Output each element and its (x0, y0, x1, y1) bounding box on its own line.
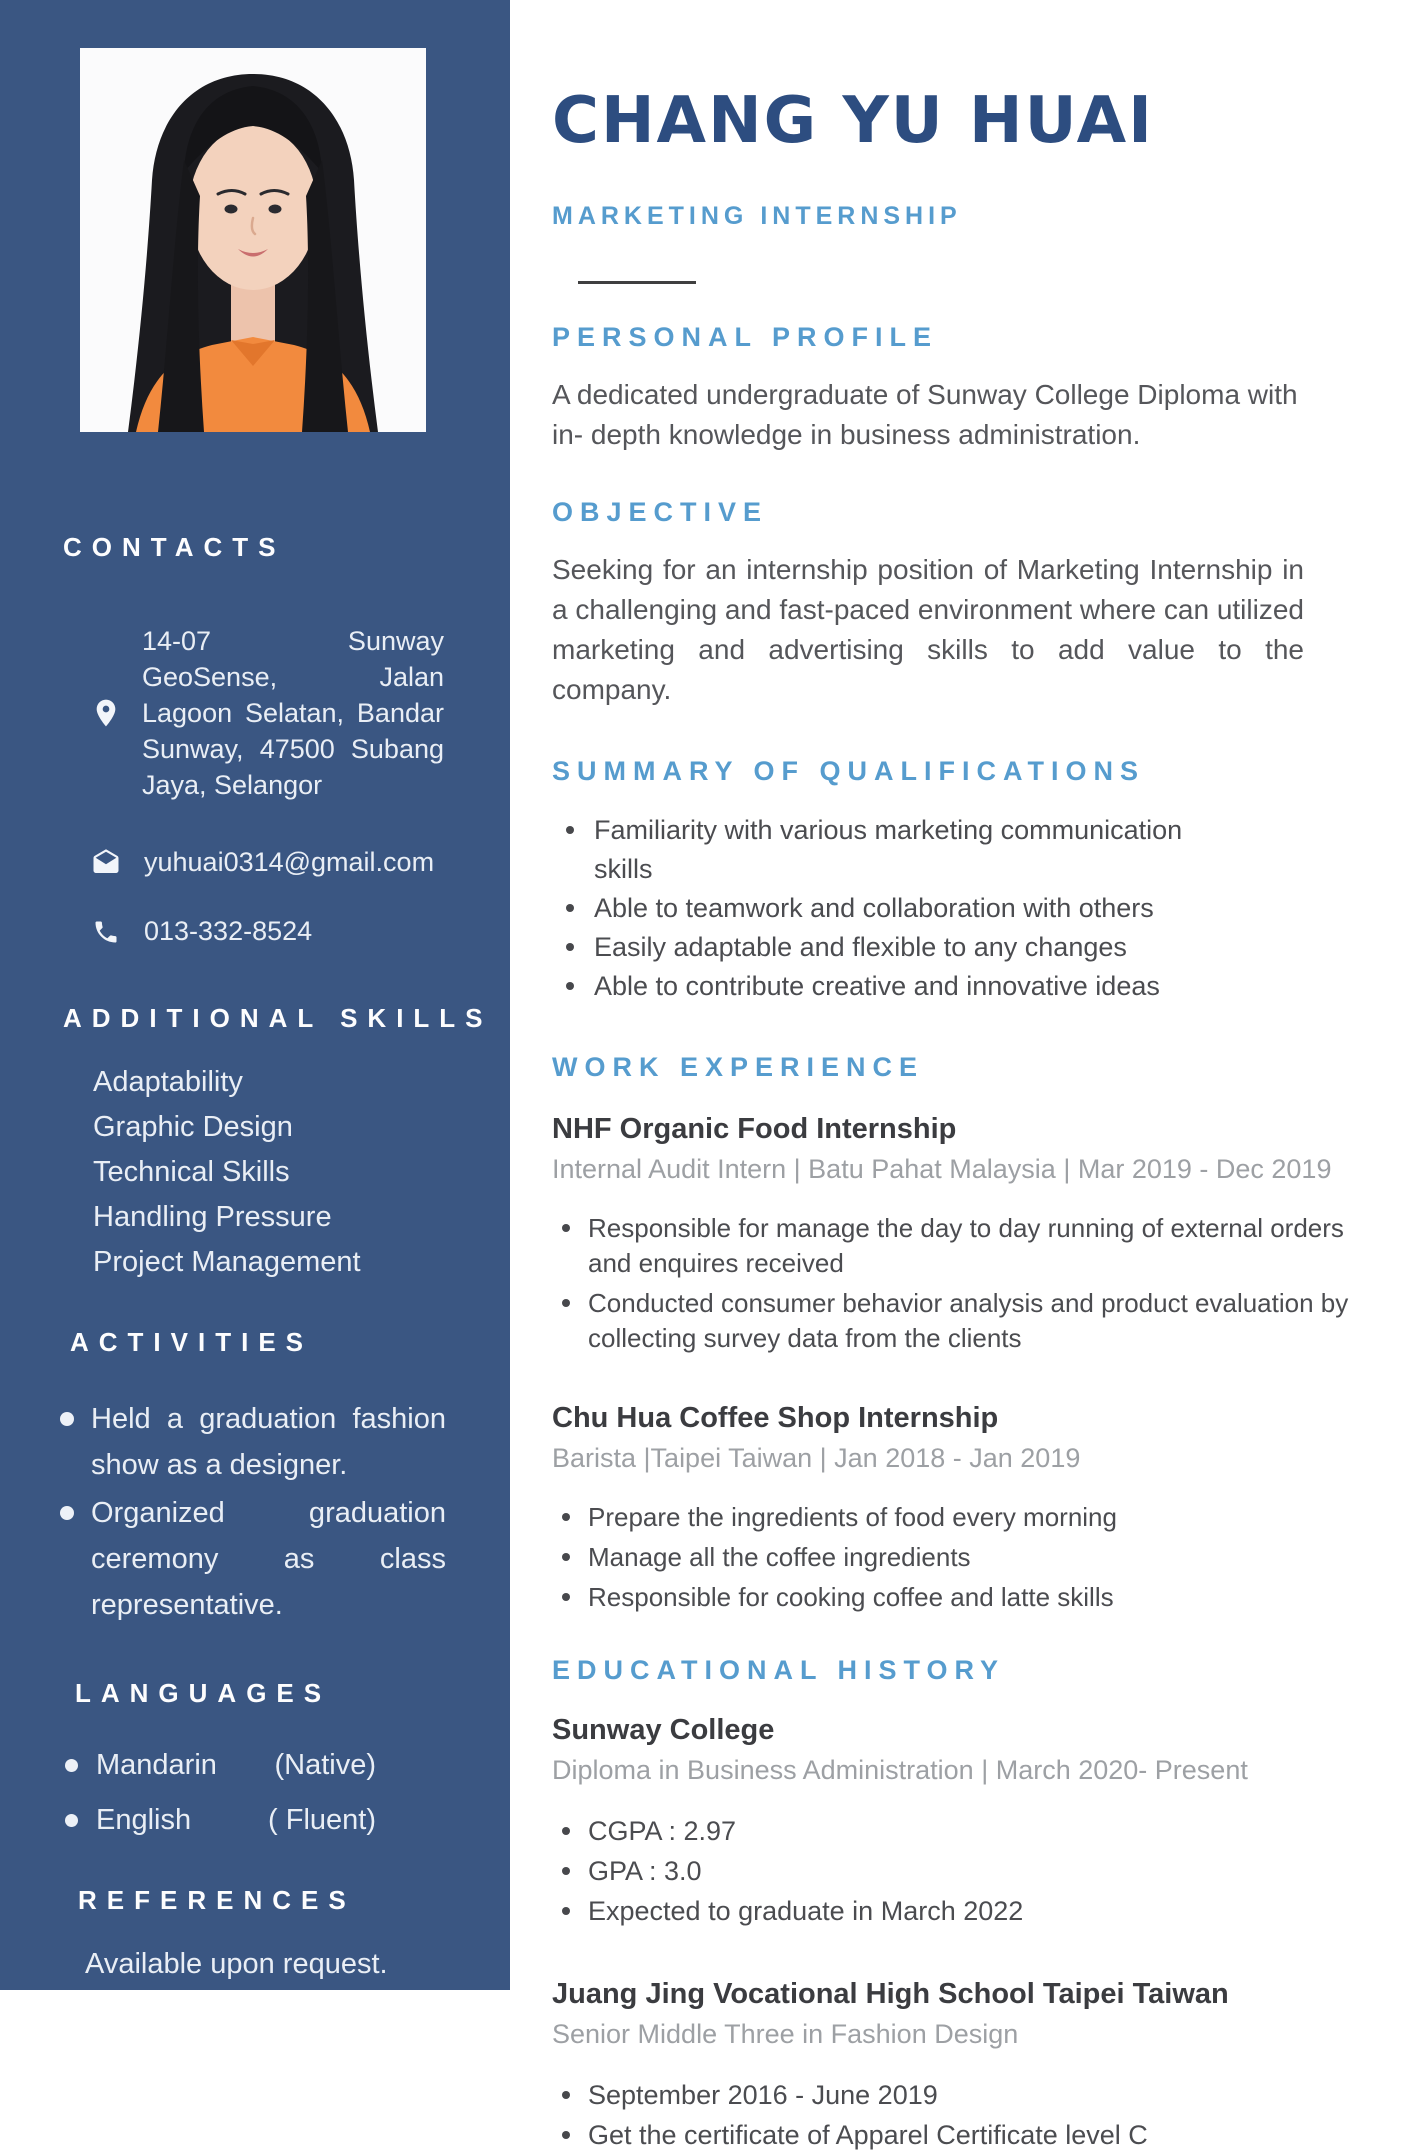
location-pin-icon (88, 693, 124, 733)
skill-item: Graphic Design (93, 1111, 293, 1143)
languages-section (0, 1678, 510, 1837)
references-heading: REFERENCES (78, 1885, 356, 1915)
qualification-item: Easily adaptable and flexible to any changes (564, 928, 1224, 967)
job (552, 1113, 1414, 1356)
school-meta: Diploma in Business Administration | March 2020- Present (552, 1755, 1248, 1785)
sidebar (0, 0, 510, 1990)
additional-skills-heading: ADDITIONAL SKILLS (63, 1003, 493, 1033)
references-note: Available upon request. (85, 1948, 388, 1980)
activities-section (0, 1327, 510, 1628)
objective-heading: OBJECTIVE (552, 497, 769, 527)
school-meta: Senior Middle Three in Fashion Design (552, 2019, 1019, 2049)
school-bullet-item: GPA : 3.0 (560, 1852, 1360, 1890)
languages-list (65, 1749, 510, 1837)
school-bullet-item: Expected to graduate in March 2022 (560, 1892, 1360, 1930)
qualifications-section (552, 756, 1414, 1006)
job-bullet-item: Manage all the coffee ingredients (560, 1540, 1360, 1575)
language-level: (Native) (274, 1749, 376, 1781)
qualification-item: Familiarity with various marketing communication skills (564, 811, 1224, 889)
skill-item: Technical Skills (93, 1156, 290, 1188)
job-bullets (560, 1500, 1360, 1615)
school-bullet-item: Get the certificate of Apparel Certificate level C (560, 2116, 1360, 2154)
language-name: English (96, 1804, 192, 1836)
activity-item: Held a graduation fashion show as a designer. (60, 1396, 510, 1488)
additional-skills-section (0, 1003, 510, 1285)
qualification-item: Able to teamwork and collaboration with others (564, 889, 1224, 928)
language-item (65, 1749, 510, 1782)
job-bullet-item: Responsible for cooking coffee and latte skills (560, 1580, 1360, 1615)
school (552, 1978, 1414, 2154)
skill-item: Handling Pressure (93, 1201, 332, 1233)
languages-heading: LANGUAGES (75, 1678, 332, 1708)
work-experience-section (552, 1052, 1414, 1615)
job (552, 1402, 1414, 1615)
school-bullet-item: September 2016 - June 2019 (560, 2076, 1360, 2114)
job-bullet-item: Conducted consumer behavior analysis and product evaluation by collecting survey data from the clients (560, 1286, 1360, 1356)
education-heading: EDUCATIONAL HISTORY (552, 1655, 1006, 1685)
skill-item: Adaptability (93, 1066, 243, 1098)
work-experience-heading: WORK EXPERIENCE (552, 1052, 925, 1082)
envelope-icon (88, 848, 124, 878)
role-subtitle: MARKETING INTERNSHIP (552, 202, 962, 230)
bullet-dot (60, 1412, 74, 1426)
phone-row (88, 916, 510, 947)
language-name: Mandarin (96, 1749, 217, 1781)
qualification-item: Able to contribute creative and innovative ideas (564, 967, 1224, 1006)
objective-section (552, 497, 1414, 710)
personal-profile-heading: PERSONAL PROFILE (552, 322, 939, 352)
phone-icon (88, 918, 124, 946)
language-level: ( Fluent) (268, 1804, 376, 1836)
address-row (88, 623, 510, 803)
job-bullets (560, 1211, 1360, 1356)
school-name: Sunway College (552, 1714, 775, 1746)
activities-list (60, 1396, 510, 1628)
email-text: yuhuai0314@gmail.com (144, 847, 435, 877)
job-bullet-item: Responsible for manage the day to day running of external orders and enquires received (560, 1211, 1360, 1281)
activities-heading: ACTIVITIES (70, 1327, 314, 1357)
main-column (510, 0, 1414, 2150)
phone-text: 013-332-8524 (144, 916, 313, 946)
school-bullet-item: CGPA : 2.97 (560, 1812, 1360, 1850)
references-section (0, 1885, 510, 1981)
bullet-dot (65, 1759, 78, 1772)
personal-profile-text: A dedicated undergraduate of Sunway College Diploma with in- depth knowledge in business administration. (552, 379, 1298, 450)
bullet-dot (60, 1506, 74, 1520)
qualifications-list (564, 811, 1224, 1006)
contacts-section (0, 532, 510, 947)
job-bullet-item: Prepare the ingredients of food every morning (560, 1500, 1360, 1535)
education-section (552, 1655, 1414, 2154)
job-title: Chu Hua Coffee Shop Internship (552, 1402, 999, 1434)
job-title: NHF Organic Food Internship (552, 1113, 957, 1145)
skills-list (93, 1060, 510, 1285)
job-meta: Barista |Taipei Taiwan | Jan 2018 - Jan 2019 (552, 1443, 1081, 1473)
personal-profile-section (552, 322, 1414, 455)
activity-item: Organized graduation ceremony as class representative. (60, 1490, 510, 1628)
profile-photo (80, 48, 426, 432)
school-bullets (560, 2076, 1360, 2154)
school-name: Juang Jing Vocational High School Taipei Taiwan (552, 1978, 1229, 2010)
email-row (88, 847, 510, 878)
school (552, 1714, 1414, 1930)
skill-item: Project Management (93, 1246, 361, 1278)
title-divider (578, 281, 696, 284)
job-meta: Internal Audit Intern | Batu Pahat Malaysia | Mar 2019 - Dec 2019 (552, 1154, 1332, 1184)
objective-text: Seeking for an internship position of Marketing Internship in a challenging and fast-paced environment where can utilized marketing and advertising skills to add value to the company. (552, 554, 1304, 705)
contacts-heading: CONTACTS (63, 532, 286, 562)
person-name: CHANG YU HUAI (552, 84, 1154, 158)
bullet-dot (65, 1814, 78, 1827)
qualifications-heading: SUMMARY OF QUALIFICATIONS (552, 756, 1145, 786)
portrait-illustration (80, 48, 426, 432)
language-item (65, 1804, 510, 1837)
school-bullets (560, 1812, 1360, 1930)
address-text: 14-07 Sunway GeoSense, Jalan Lagoon Selatan, Bandar Sunway, 47500 Subang Jaya, Selangor (142, 626, 444, 800)
